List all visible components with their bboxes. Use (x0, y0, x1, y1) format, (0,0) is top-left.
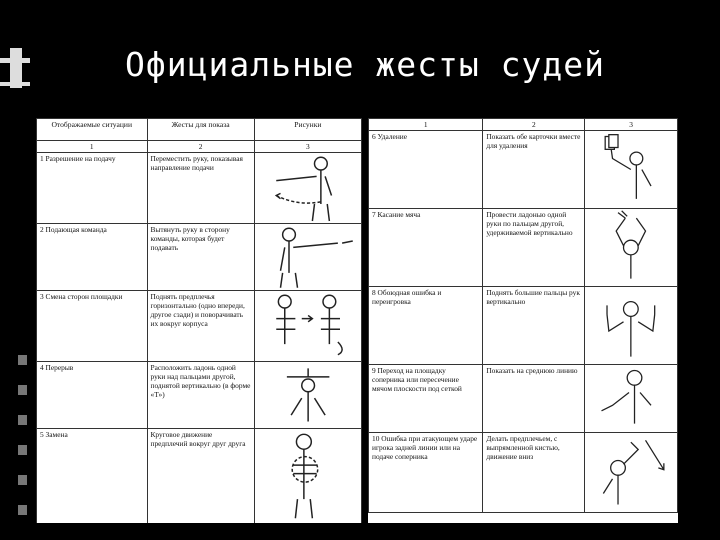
situation-cell: 10 Ошибка при атакующем ударе игрока задней линии или на подаче соперника (369, 433, 483, 513)
situation-cell: 9 Переход на площадку соперника или пересечение мячом плоскости под сеткой (369, 365, 483, 433)
situation-cell: 6 Удаление (369, 131, 483, 209)
arm-point-figure-icon (254, 224, 361, 291)
situation-cell: 8 Обоюдная ошибка и переигровка (369, 287, 483, 365)
gesture-cell: Провести ладонью одной руки по пальцам другой, удерживаемой вертикально (483, 209, 585, 287)
col-header-picture: Рисунки (254, 119, 361, 141)
table-row (369, 209, 678, 287)
table-row (369, 365, 678, 433)
gesture-cell: Поднять большие пальцы рук вертикально (483, 287, 585, 365)
situation-cell: 5 Замена (37, 429, 148, 524)
touch-ball-figure-icon (585, 209, 678, 287)
table-row (37, 153, 362, 224)
table-row (369, 287, 678, 365)
col-header-gesture: Жесты для показа (147, 119, 254, 141)
right-gesture-table-sheet (368, 118, 678, 523)
left-gesture-table-sheet (36, 118, 362, 523)
thumbs-up-figure-icon (585, 287, 678, 365)
t-hands-figure-icon (254, 362, 361, 429)
table-row (37, 362, 362, 429)
center-line-figure-icon (585, 365, 678, 433)
two-cards-figure-icon (585, 131, 678, 209)
gesture-cell: Переместить руку, показывая направление подачи (147, 153, 254, 224)
forearms-rotate-figure-icon (254, 291, 361, 362)
col-index: 1 (369, 119, 483, 131)
left-gesture-table (36, 118, 362, 523)
table-row (37, 291, 362, 362)
forearm-down-figure-icon (585, 433, 678, 513)
gesture-cell: Делать предплечьем, с выпрямленной кистью, движение вниз (483, 433, 585, 513)
decor-line (0, 58, 30, 63)
col-index: 2 (147, 141, 254, 153)
gesture-cell: Поднять предплечья горизонтально (одно впереди, другое сзади) и поворачивать их вокруг корпуса (147, 291, 254, 362)
situation-cell: 7 Касание мяча (369, 209, 483, 287)
gesture-cell: Круговое движение предплечий вокруг друг друга (147, 429, 254, 524)
situation-cell: 2 Подающая команда (37, 224, 148, 291)
table-row (369, 433, 678, 513)
col-index: 1 (37, 141, 148, 153)
slide-title: Официальные жесты судей (125, 45, 605, 84)
decor-bullets (18, 355, 28, 535)
gesture-cell: Показать обе карточки вместе для удаления (483, 131, 585, 209)
gesture-cell: Вытянуть руку в сторону команды, которая будет подавать (147, 224, 254, 291)
table-row (37, 429, 362, 524)
arm-sweep-figure-icon (254, 153, 361, 224)
gesture-cell: Расположить ладонь одной руки над пальцами другой, поднятой вертикально (в форме «Т») (147, 362, 254, 429)
situation-cell: 1 Разрешение на подачу (37, 153, 148, 224)
table-row (369, 131, 678, 209)
col-index: 3 (254, 141, 361, 153)
right-gesture-table (368, 118, 678, 513)
forearms-circle-figure-icon (254, 429, 361, 524)
col-index: 2 (483, 119, 585, 131)
col-header-situation: Отображаемые ситуации (37, 119, 148, 141)
col-index: 3 (585, 119, 678, 131)
gesture-cell: Показать на среднюю линию (483, 365, 585, 433)
situation-cell: 3 Смена сторон площадки (37, 291, 148, 362)
table-row (37, 224, 362, 291)
situation-cell: 4 Перерыв (37, 362, 148, 429)
decor-line (0, 82, 30, 86)
